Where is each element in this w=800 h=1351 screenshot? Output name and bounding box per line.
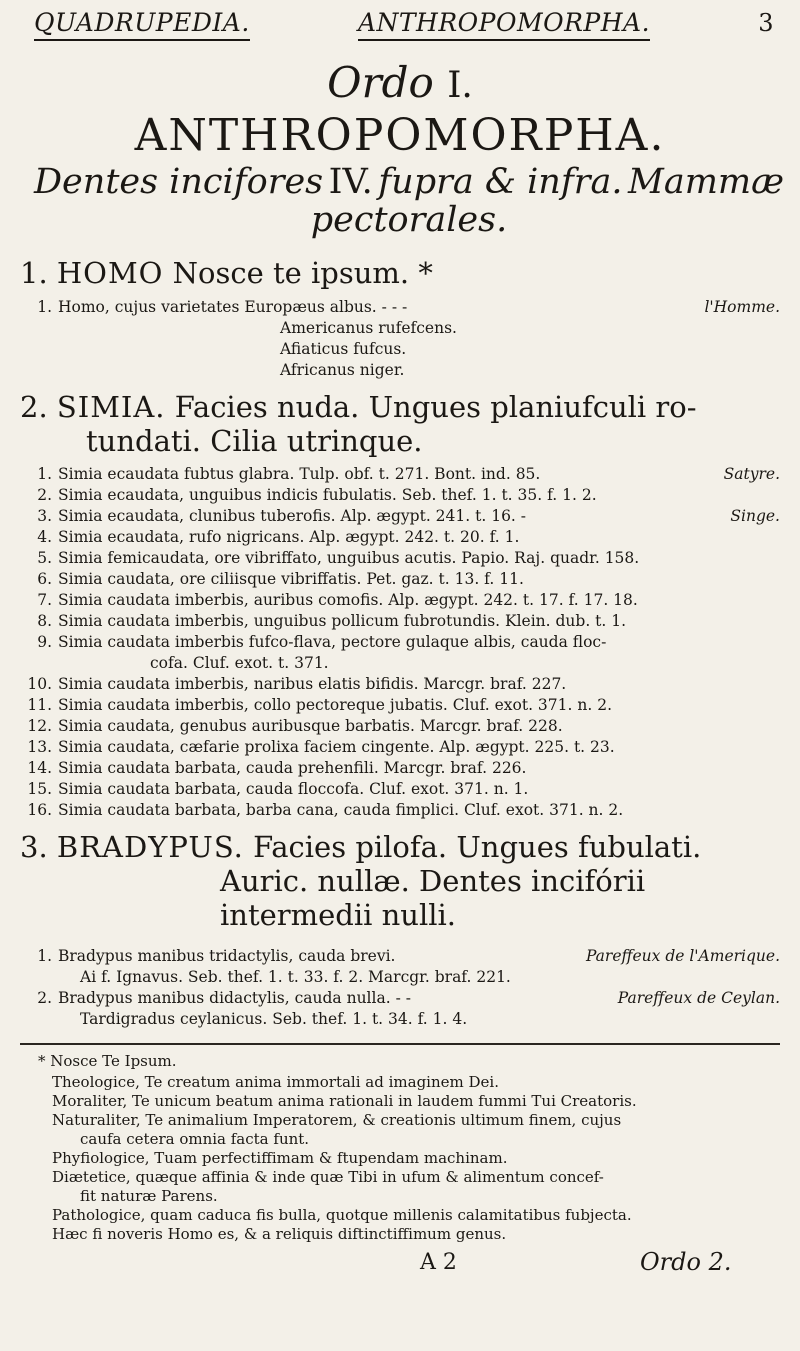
footnote-rule (20, 1043, 780, 1045)
species-vernacular: Singe. (730, 507, 780, 525)
genus-name: HOMO (56, 256, 164, 290)
species-number: 8. (37, 612, 52, 630)
order-char-c: fupra & infra. (378, 162, 623, 202)
running-head-center: ANTHROPOMORPHA. (358, 8, 650, 41)
footnote-title: * Nosce Te Ipsum. (38, 1052, 177, 1070)
species-text: Simia ecaudata, unguibus indicis fubulatis. Seb. thef. 1. t. 35. f. 1. 2. (58, 486, 597, 504)
species-text: Simia caudata imberbis, naribus elatis bifidis. Marcgr. braf. 227. (58, 675, 567, 693)
species-row (22, 988, 780, 1008)
species-number: 7. (37, 591, 52, 609)
footnote-line: Theologice, Te creatum anima immortali ad imaginem Dei. (52, 1073, 499, 1091)
order-char-e: pectorales. (310, 200, 508, 240)
species-row (150, 653, 800, 673)
species-text: Simia caudata imberbis, collo pectoreque jubatis. Cluf. exot. 371. n. 2. (58, 696, 612, 714)
order-name: ANTHROPOMORPHA. (134, 110, 666, 161)
running-head-left: QUADRUPEDIA. (34, 8, 250, 41)
genus-number: 2. (20, 390, 48, 424)
order-char-d: Mammæ (628, 162, 784, 202)
ordo-label: Ordo (327, 58, 434, 107)
species-text: Simia caudata imberbis, auribus comofis. Alp. ægypt. 242. t. 17. f. 17. 18. (58, 591, 638, 609)
species-row (22, 758, 780, 778)
footnote-line: caufa cetera omnia facta funt. (80, 1130, 310, 1148)
genus-description: Facies pilofa. Ungues fubulati. (253, 830, 702, 864)
species-text: Simia caudata barbata, barba cana, cauda fimplici. Cluf. exot. 371. n. 2. (58, 801, 624, 819)
species-text: Simia ecaudata, rufo nigricans. Alp. ægypt. 242. t. 20. f. 1. (58, 528, 520, 546)
species-number: 6. (37, 570, 52, 588)
species-text: Simia femicaudata, ore vibriffato, unguibus acutis. Papio. Raj. quadr. 158. (58, 549, 640, 567)
genus-name: SIMIA. (56, 390, 166, 424)
signature-mark: A 2 (420, 1250, 457, 1275)
species-text: Simia caudata barbata, cauda floccofa. Cluf. exot. 371. n. 1. (58, 780, 529, 798)
species-row (22, 716, 780, 736)
species-text: Tardigradus ceylanicus. Seb. thef. 1. t. 34. f. 1. 4. (80, 1010, 468, 1028)
species-row (22, 695, 780, 715)
species-number: 3. (37, 507, 52, 525)
genus-description: Nosce te ipsum. * (172, 256, 433, 290)
species-number: 15. (27, 780, 52, 798)
species-number: 2. (37, 486, 52, 504)
species-text: Bradypus manibus didactylis, cauda nulla. - - (58, 989, 411, 1007)
species-vernacular: Satyre. (723, 465, 780, 483)
genus-description: Facies nuda. Ungues planiufculi ro- (174, 390, 697, 424)
page-number: 3 (758, 9, 774, 37)
genus-bradypus (20, 830, 780, 932)
footnote-line: Diætetice, quæque affinia & inde quæ Tibi in ufum & alimentum concef- (52, 1168, 604, 1186)
species-vernacular: Pareffeux de Ceylan. (617, 989, 780, 1007)
species-number: 1. (37, 465, 52, 483)
species-number: 12. (27, 717, 52, 735)
footnote-line: Phyfiologice, Tuam perfectiffimam & ftupendam machinam. (52, 1149, 508, 1167)
species-row (22, 590, 780, 610)
species-text: Ai f. Ignavus. Seb. thef. 1. t. 33. f. 2. Marcgr. braf. 221. (80, 968, 511, 986)
species-row (22, 674, 780, 694)
order-char-b: IV. (328, 162, 373, 202)
species-number: 1. (37, 298, 52, 316)
species-number: 5. (37, 549, 52, 567)
species-text: Simia ecaudata fubtus glabra. Tulp. obf. t. 271. Bont. ind. 85. (58, 465, 541, 483)
footnote-line: Hæc fi noveris Homo es, & a reliquis diftinctiffimum genus. (52, 1225, 507, 1243)
ordo-number: I. (447, 65, 473, 106)
genus-simia (20, 390, 780, 458)
species-row (280, 339, 800, 359)
species-row (22, 506, 780, 526)
species-row (22, 946, 780, 966)
species-text: Afiaticus fufcus. (280, 340, 407, 358)
footnote-line: fit naturæ Parens. (80, 1187, 218, 1205)
species-row (22, 632, 780, 652)
species-row (22, 611, 780, 631)
genus-number: 1. (20, 256, 48, 290)
species-row (80, 967, 800, 987)
genus-description-cont: tundati. Cilia utrinque. (86, 424, 423, 458)
species-number: 1. (37, 947, 52, 965)
species-row (22, 569, 780, 589)
species-text: Simia caudata imberbis fufco-flava, pectore gulaque albis, cauda floc- (58, 633, 607, 651)
species-row (22, 464, 780, 484)
species-number: 16. (27, 801, 52, 819)
species-number: 9. (37, 633, 52, 651)
genus-number: 3. (20, 830, 48, 864)
species-text: Simia ecaudata, clunibus tuberofis. Alp. ægypt. 241. t. 16. - (58, 507, 527, 525)
species-row (280, 318, 800, 338)
ordo-heading (0, 58, 800, 107)
species-text: Homo, cujus varietates Europæus albus. - - - (58, 298, 408, 316)
species-text: Simia caudata, cæfarie prolixa faciem cingente. Alp. ægypt. 225. t. 23. (58, 738, 615, 756)
species-number: 4. (37, 528, 52, 546)
genus-name: BRADYPUS. (56, 830, 244, 864)
species-text: Simia caudata, genubus auribusque barbatis. Marcgr. braf. 228. (58, 717, 563, 735)
footnote-line: Naturaliter, Te animalium Imperatorem, & creationis ultimum finem, cujus (52, 1111, 622, 1129)
order-characteristics (34, 162, 784, 240)
genus-homo (20, 256, 780, 290)
species-number: 13. (27, 738, 52, 756)
species-text: Simia caudata, ore ciliisque vibriffatis. Pet. gaz. t. 13. f. 11. (58, 570, 524, 588)
species-vernacular: Pareffeux de l'Amerique. (585, 947, 780, 965)
species-text: Bradypus manibus tridactylis, cauda brevi. (58, 947, 396, 965)
species-row (280, 360, 800, 380)
species-text: Simia caudata imberbis, unguibus pollicum fubrotundis. Klein. dub. t. 1. (58, 612, 627, 630)
species-row (22, 779, 780, 799)
species-row (22, 737, 780, 757)
species-row (22, 548, 780, 568)
running-head (34, 8, 774, 41)
species-number: 10. (27, 675, 52, 693)
footnote-line: Moraliter, Te unicum beatum anima rationali in laudem fummi Tui Creatoris. (52, 1092, 637, 1110)
catchword: Ordo 2. (640, 1248, 732, 1276)
species-text: Americanus rufefcens. (280, 319, 457, 337)
species-row (22, 485, 780, 505)
species-row (22, 800, 780, 820)
species-number: 2. (37, 989, 52, 1007)
species-row (22, 527, 780, 547)
species-text: Africanus niger. (280, 361, 405, 379)
species-number: 11. (27, 696, 52, 714)
genus-description-cont: intermedii nulli. (220, 898, 457, 932)
species-text: cofa. Cluf. exot. t. 371. (150, 654, 329, 672)
species-row (80, 1009, 800, 1029)
species-vernacular: l'Homme. (704, 298, 780, 316)
species-number: 14. (27, 759, 52, 777)
species-text: Simia caudata barbata, cauda prehenfili. Marcgr. braf. 226. (58, 759, 527, 777)
order-char-a: Dentes incifores (34, 162, 324, 202)
species-row (22, 297, 780, 317)
genus-description-cont: Auric. nullæ. Dentes incifórii (220, 864, 646, 898)
footnote-line: Pathologice, quam caduca fis bulla, quotque millenis calamitatibus fubjecta. (52, 1206, 632, 1224)
